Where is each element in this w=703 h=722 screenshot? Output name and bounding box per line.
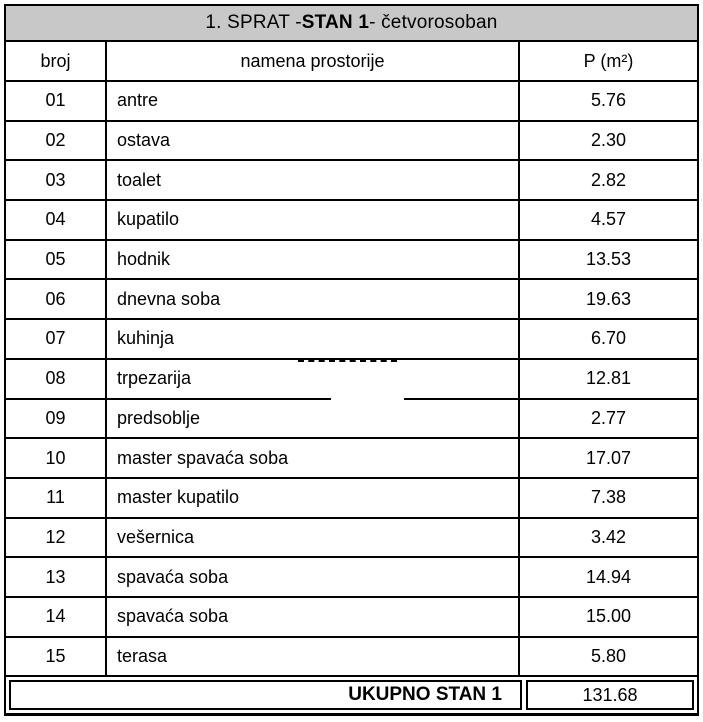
room-name: master kupatilo [107, 479, 520, 517]
dashed-gridline-artifact [298, 360, 397, 365]
room-name: toalet [107, 161, 520, 199]
room-area: 12.81 [585, 368, 632, 389]
room-name: predsoblje [107, 400, 520, 438]
table-row [6, 161, 697, 201]
room-area: 5.76 [590, 90, 627, 111]
title-apartment: STAN 1 [301, 12, 370, 33]
table-row [6, 439, 697, 479]
room-name: antre [107, 82, 520, 120]
room-name: kupatilo [107, 201, 520, 239]
room-name: vešernica [107, 519, 520, 557]
row-number: 15 [6, 638, 107, 676]
table-header [6, 42, 697, 82]
room-area: 13.53 [585, 249, 632, 270]
table-row [6, 201, 697, 241]
room-area: 7.38 [590, 487, 627, 508]
room-name: hodnik [107, 241, 520, 279]
room-name: kuhinja [107, 320, 520, 358]
row-number: 10 [6, 439, 107, 477]
row-number: 07 [6, 320, 107, 358]
row-number: 14 [6, 598, 107, 636]
room-name: master spavaća soba [107, 439, 520, 477]
row-number: 08 [6, 360, 107, 398]
row-number: 01 [6, 82, 107, 120]
col-header-area: P (m²) [583, 50, 634, 71]
room-name: spavaća soba [107, 598, 520, 636]
table-row [6, 122, 697, 162]
gridline-gap-artifact [331, 397, 404, 403]
room-area: 19.63 [585, 288, 632, 309]
room-name: spavaća soba [107, 558, 520, 596]
table-row [6, 241, 697, 281]
row-number: 06 [6, 280, 107, 318]
room-area: 17.07 [585, 447, 632, 468]
room-name: terasa [107, 638, 520, 676]
table-row [6, 400, 697, 440]
room-name: dnevna soba [107, 280, 520, 318]
room-area: 2.30 [590, 130, 627, 151]
total-label: UKUPNO STAN 1 [9, 680, 522, 710]
row-number: 09 [6, 400, 107, 438]
room-name: ostava [107, 122, 520, 160]
total-value: 131.68 [526, 680, 694, 710]
room-area: 14.94 [585, 566, 632, 587]
row-number: 05 [6, 241, 107, 279]
room-area: 4.57 [590, 209, 627, 230]
row-number: 13 [6, 558, 107, 596]
table-title [6, 6, 697, 42]
title-type: - četvorosoban [369, 12, 498, 33]
col-header-broj: broj [6, 42, 107, 80]
row-number: 12 [6, 519, 107, 557]
room-area: 3.42 [590, 526, 627, 547]
room-area: 2.77 [590, 407, 627, 428]
table-row [6, 598, 697, 638]
room-area: 2.82 [590, 169, 627, 190]
table-row [6, 360, 697, 400]
room-area: 5.80 [590, 645, 627, 666]
table-row [6, 82, 697, 122]
title-floor: 1. SPRAT - [205, 12, 302, 33]
table-row [6, 320, 697, 360]
row-number: 04 [6, 201, 107, 239]
table-row [6, 479, 697, 519]
total-row [6, 677, 697, 713]
col-header-namena: namena prostorije [107, 42, 520, 80]
room-name: trpezarija [107, 360, 520, 398]
table-row [6, 638, 697, 678]
table-row [6, 280, 697, 320]
room-area: 6.70 [590, 328, 627, 349]
table-row [6, 519, 697, 559]
row-number: 02 [6, 122, 107, 160]
table-row [6, 558, 697, 598]
row-number: 03 [6, 161, 107, 199]
row-number: 11 [6, 479, 107, 517]
room-area: 15.00 [585, 606, 632, 627]
